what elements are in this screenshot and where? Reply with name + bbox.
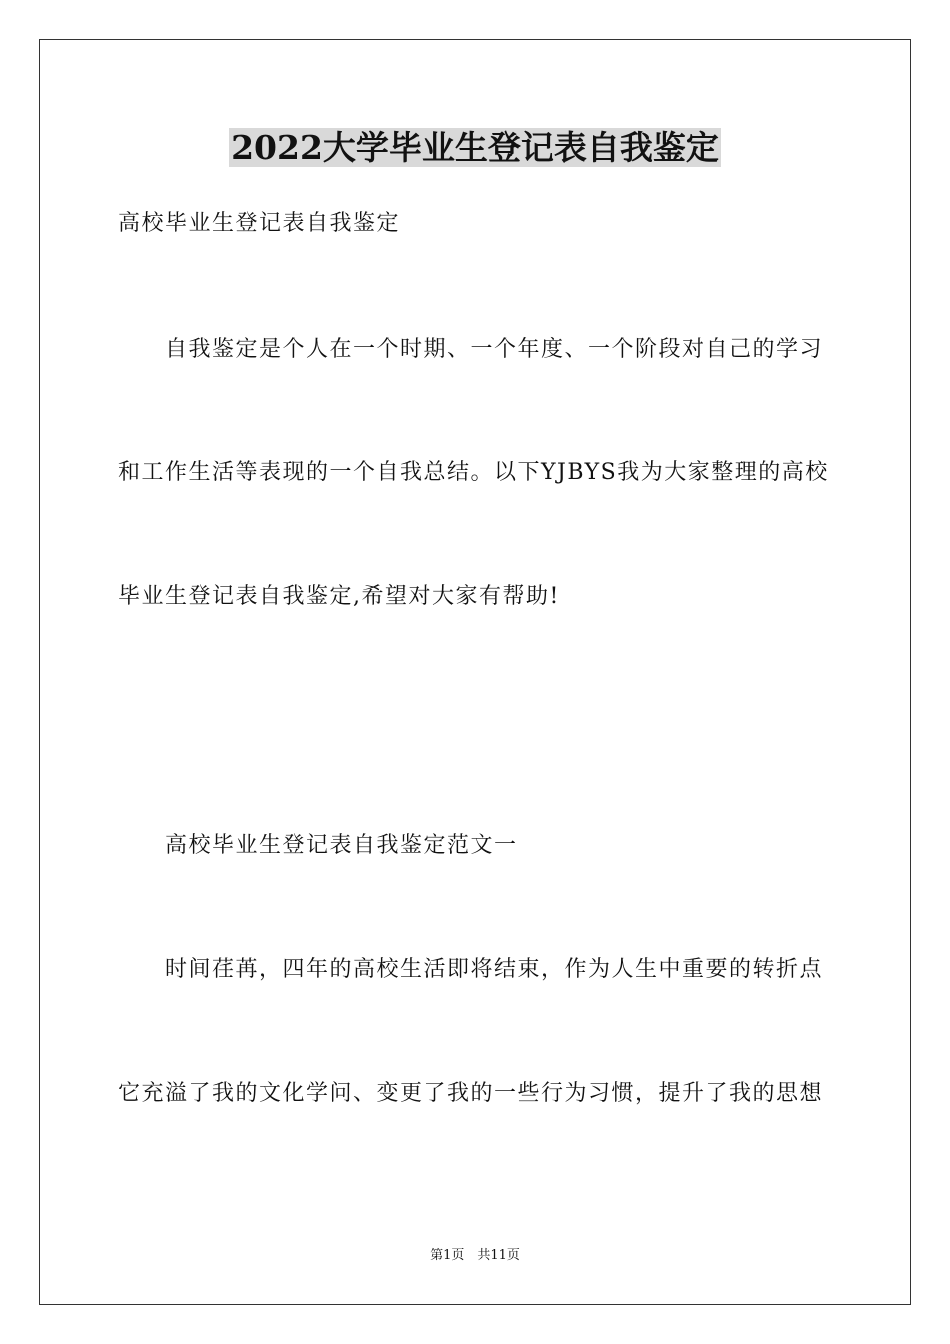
paragraph-line-5: 它充溢了我的文化学问、变更了我的一些行为习惯，提升了我的思想	[118, 1081, 824, 1106]
document-title-text: 2022大学毕业生登记表自我鉴定	[231, 128, 719, 167]
document-title	[0, 126, 950, 170]
page-number: 第1页 共11页	[430, 1248, 520, 1263]
document-subtitle: 高校毕业生登记表自我鉴定	[118, 211, 401, 236]
paragraph-line-1: 自我鉴定是个人在一个时期、一个年度、一个阶段对自己的学习	[165, 337, 824, 362]
paragraph-line-4: 时间荏苒，四年的高校生活即将结束，作为人生中重要的转折点	[165, 957, 824, 982]
paragraph-line-3: 毕业生登记表自我鉴定,希望对大家有帮助!	[118, 584, 560, 609]
section-heading: 高校毕业生登记表自我鉴定范文一	[165, 833, 518, 858]
paragraph-line-2: 和工作生活等表现的一个自我总结。以下YJBYS我为大家整理的高校	[118, 460, 829, 485]
